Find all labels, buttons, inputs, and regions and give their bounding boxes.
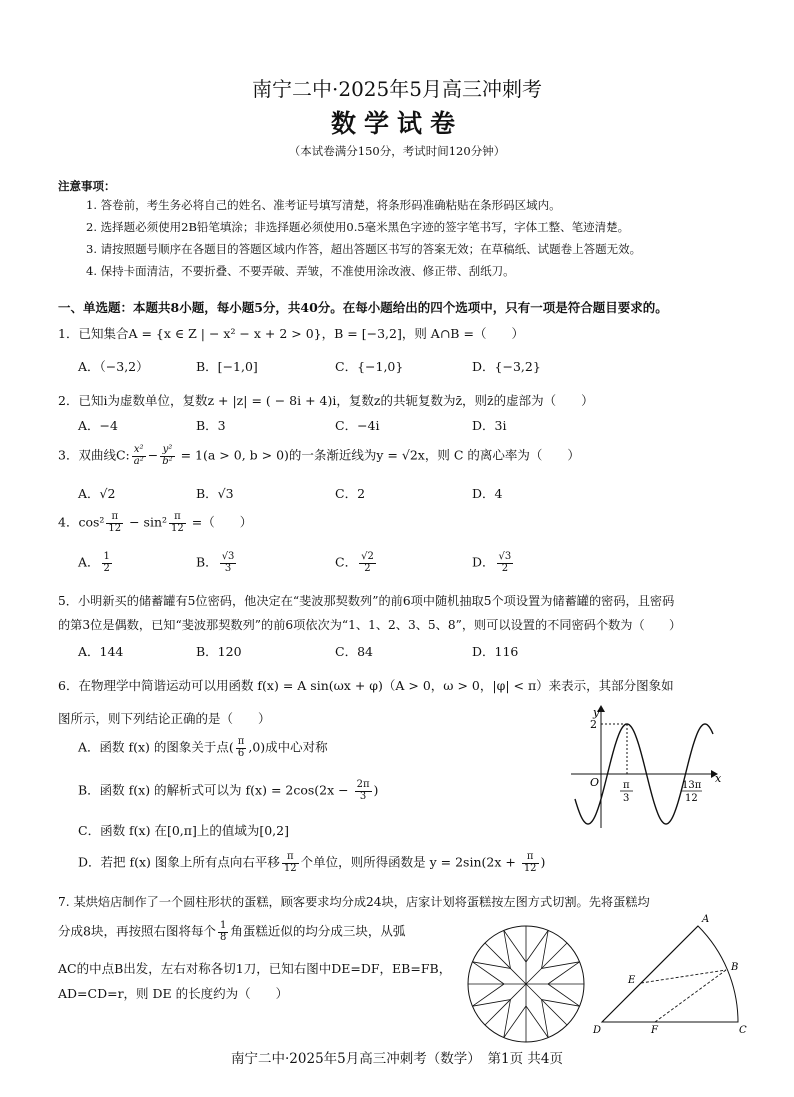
q2-option-d: D．3i	[472, 418, 507, 433]
cake-cut-line	[485, 984, 526, 1025]
cake-cut-line	[526, 1006, 548, 1038]
q7-line-4: AD=CD=r，则 DE 的长度约为（ ）	[58, 986, 289, 1001]
q3-option-a: A．√2	[78, 486, 116, 501]
q3-option-b: B．√3	[196, 486, 234, 501]
q6-line-2: 图所示，则下列结论正确的是（ ）	[58, 711, 271, 726]
exam-subject: 数学试卷	[330, 109, 463, 138]
q4-option-c: C． $\frac{√2}{2}$	[335, 551, 374, 574]
tick2-num: 13π	[682, 780, 702, 791]
cake-cut-line	[504, 1006, 526, 1038]
sector-outline	[602, 926, 738, 1022]
q5-option-a: A．144	[78, 644, 124, 659]
y-label: y	[593, 706, 600, 719]
q5-line-1: 5．小明新买的储蓄罐有5位密码，他决定在“斐波那契数列”的前6项中随机抽取5个项设置为储蓄罐的密码，且密码	[58, 594, 675, 608]
notice-heading: 注意事项：	[58, 179, 116, 193]
point-a: A	[702, 914, 710, 925]
q4-option-b: B． $\frac{√3}{3}$	[196, 551, 235, 574]
point-b: B	[731, 962, 739, 973]
q4-option-d: D． $\frac{√3}{2}$	[472, 551, 512, 574]
cake-cut-line	[526, 943, 567, 984]
notice-item-3: 3. 请按照题号顺序在各题目的答题区域内作答，超出答题区书写的答案无效；在草稿纸、试题卷上答题无效。	[86, 242, 642, 256]
sector-diagram	[588, 910, 758, 1035]
page-footer: 南宁二中·2025年5月高三冲刺考（数学） 第1页 共4页	[231, 1051, 563, 1067]
point-f: F	[651, 1025, 658, 1035]
q6-option-b: B．函数 f(x) 的解析式可以为 f(x) = 2cos(2x − $\frac{2\pi}{3}$ )	[78, 779, 379, 802]
q1-option-a: A．（−3,2）	[78, 359, 149, 374]
point-c: C	[739, 1025, 747, 1035]
q2-option-a: A．−4	[78, 418, 118, 433]
cake-cut-line	[526, 930, 548, 962]
q6-option-d: D．若把 f(x) 图象上所有点向右平移 $\frac{\pi}{12}$ 个单位，则所得函数是 y = 2sin(2x + $\frac{\pi}{12}$ )	[78, 851, 546, 874]
section-heading: 一、单选题：本题共8小题，每小题5分，共40分。在每小题给出的四个选项中，只有一项是符合题目要求的。	[58, 300, 668, 315]
point-e: E	[628, 975, 636, 986]
q2-option-c: C．−4i	[335, 418, 380, 433]
cake-cut-line	[548, 962, 580, 984]
cake-cut-line	[472, 984, 504, 1006]
q3-option-c: C．2	[335, 486, 366, 501]
q7-line-2: 分成8块，再按照右图将每个 $\frac{1}{8}$ 角蛋糕近似的均分成三块，从弧	[58, 920, 406, 943]
q1-option-c: C．{−1,0}	[335, 359, 404, 374]
q1-option-b: B．[−1,0]	[196, 359, 258, 374]
q5-line-2: 的第3位是偶数，已知“斐波那契数列”的前6项依次为“1、1、2、3、5、8”，则可以设置的不同密码个数为（ ）	[58, 618, 682, 632]
segment-fb	[655, 970, 726, 1022]
tick2-den: 12	[685, 793, 698, 804]
q4-stem: 4．cos² $\frac{\pi}{12}$ − sin² $\frac{\pi}{12}$ =（ ）	[58, 511, 253, 534]
q1-stem: 1．已知集合A = {x ∈ Z | − x² − x + 2 > 0}，B = [−3,2]，则 A∩B =（ ）	[58, 326, 524, 341]
notice-item-2: 2. 选择题必须使用2B铅笔填涂；非选择题必须使用0.5毫米黑色字迹的签字笔书写，字体工整、笔迹清楚。	[86, 220, 630, 234]
cake-cut-line	[526, 984, 567, 1025]
q3-option-d: D．4	[472, 486, 503, 501]
q2-option-b: B．3	[196, 418, 226, 433]
x-label: x	[715, 772, 722, 785]
notice-item-4: 4. 保持卡面清洁，不要折叠、不要弄破、弄皱，不准使用涂改液、修正带、刮纸刀。	[86, 264, 515, 278]
cake-cuts	[468, 926, 584, 1042]
q6-option-a: A．函数 f(x) 的图象关于点( $\frac{\pi}{6}$ ,0)成中心对称	[78, 736, 328, 759]
tick1-num: π	[623, 780, 630, 791]
segment-da	[602, 926, 698, 1022]
q6-line-1: 6．在物理学中简谐运动可以用函数 f(x) = A sin(ωx + φ)（A > 0，ω > 0，|φ| < π）来表示，其部分图象如	[58, 678, 674, 693]
max-label: 2	[590, 718, 597, 731]
q5-option-c: C．84	[335, 644, 373, 659]
cake-cut-line	[472, 962, 504, 984]
point-d: D	[593, 1025, 602, 1035]
q3-stem: 3．双曲线C: $\frac{\text{x²}}{\text{a²}}$ − $\frac{\text{y²}}{\text{b²}}$ = 1(a > 0, b > 0)的一条渐近线为y = √2x，则 C 的离心率为（ ）	[58, 444, 580, 467]
cake-cut-line	[548, 984, 580, 1006]
segment-eb	[641, 970, 726, 983]
q6-sine-graph	[565, 702, 725, 832]
cake-cut-diagram	[464, 922, 588, 1046]
q1-option-d: D．{−3,2}	[472, 359, 541, 374]
tick1-den: 3	[623, 793, 630, 804]
q7-line-3: AC的中点B出发，左右对称各切1刀，已知右图中DE=DF，EB=FB，	[58, 961, 452, 976]
cake-cut-line	[504, 930, 526, 962]
exam-title: 南宁二中·2025年5月高三冲刺考	[252, 77, 542, 101]
q7-line-1: 7. 某烘焙店制作了一个圆柱形状的蛋糕，顾客要求均分成24块，店家计划将蛋糕按左图方式切割。先将蛋糕均	[58, 895, 650, 909]
origin-label: O	[590, 776, 600, 789]
q5-option-b: B．120	[196, 644, 242, 659]
exam-note: （本试卷满分150分，考试时间120分钟）	[288, 144, 506, 158]
q6-option-c: C．函数 f(x) 在[0,π]上的值域为[0,2]	[78, 823, 289, 838]
notice-item-1: 1. 答卷前，考生务必将自己的姓名、准考证号填写清楚，将条形码准确粘贴在条形码区域内。	[86, 198, 561, 212]
q5-option-d: D．116	[472, 644, 519, 659]
q2-stem: 2．已知i为虚数单位，复数z + |z| = ( − 8i + 4)i，复数z的共轭复数为z̄，则z̄的虚部为（ ）	[58, 393, 594, 408]
cake-cut-line	[485, 943, 526, 984]
q4-option-a: A． $\frac{1}{2}$	[78, 551, 110, 574]
